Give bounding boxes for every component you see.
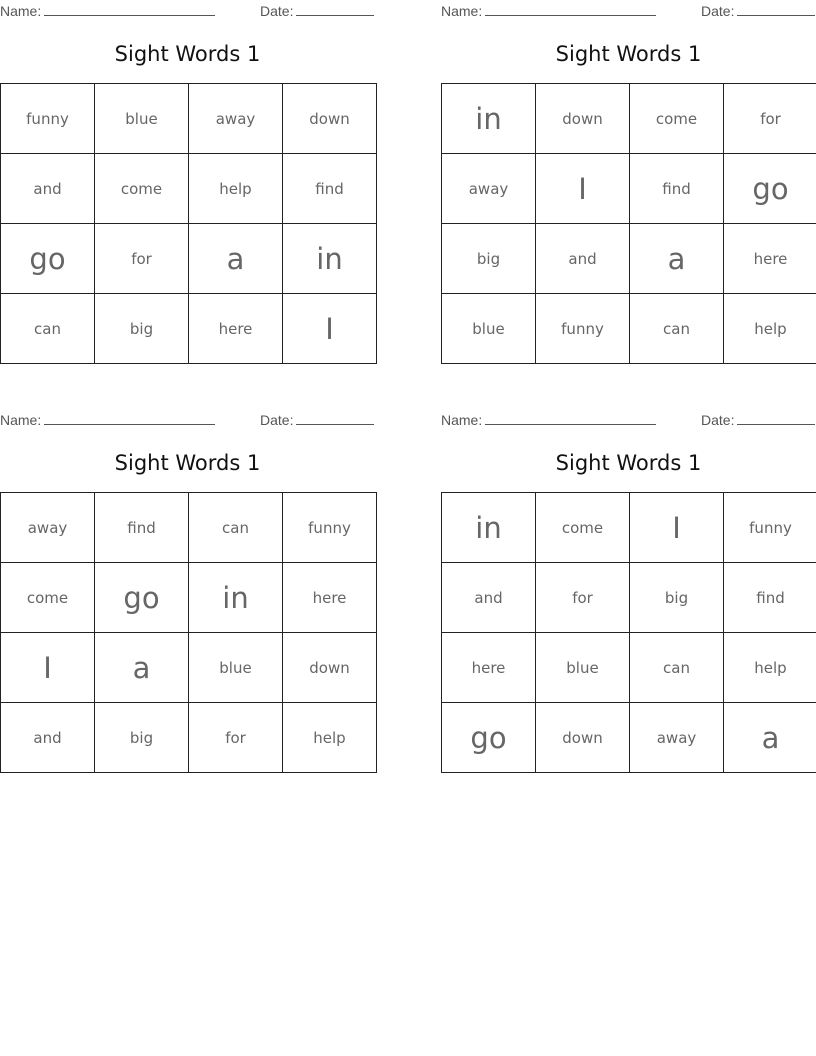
name-label: Name: [441,3,483,19]
bingo-cell[interactable]: come [630,84,724,154]
bingo-row [1,703,377,773]
bingo-row [1,493,377,563]
bingo-cell[interactable]: funny [536,294,630,364]
bingo-cell[interactable]: down [283,633,377,703]
date-label: Date: [701,412,735,428]
bingo-cell[interactable]: for [95,224,189,294]
date-label: Date: [260,3,294,19]
bingo-row [1,154,377,224]
bingo-row [442,154,816,224]
date-blank-line[interactable] [296,411,374,425]
bingo-cell[interactable]: funny [283,493,377,563]
bingo-cell[interactable]: go [95,563,189,633]
bingo-row [442,563,816,633]
bingo-cell[interactable]: I [1,633,95,703]
bingo-cell[interactable]: a [189,224,283,294]
bingo-cell[interactable]: go [1,224,95,294]
bingo-cell[interactable]: blue [442,294,536,364]
bingo-cell[interactable]: and [1,703,95,773]
name-date-header [441,411,816,429]
name-date-header [441,2,816,20]
bingo-cell[interactable]: can [189,493,283,563]
name-date-header [0,2,375,20]
bingo-cell[interactable]: blue [536,633,630,703]
bingo-cell[interactable]: and [442,563,536,633]
name-field [441,411,656,428]
bingo-cell[interactable]: here [724,224,816,294]
bingo-row [1,294,377,364]
bingo-cell[interactable]: funny [1,84,95,154]
bingo-cell[interactable]: and [536,224,630,294]
bingo-cell[interactable]: for [724,84,816,154]
bingo-cell[interactable]: here [189,294,283,364]
bingo-cell[interactable]: here [283,563,377,633]
name-label: Name: [0,3,42,19]
bingo-cell[interactable]: I [283,294,377,364]
bingo-row [1,84,377,154]
bingo-row [1,563,377,633]
bingo-cell[interactable]: I [536,154,630,224]
bingo-cell[interactable]: blue [95,84,189,154]
bingo-cell[interactable]: down [536,84,630,154]
bingo-cell[interactable]: help [283,703,377,773]
name-field [441,2,656,19]
bingo-cell[interactable]: I [630,493,724,563]
card-title: Sight Words 1 [555,451,702,475]
name-label: Name: [441,412,483,428]
bingo-card [0,409,375,789]
bingo-cell[interactable]: a [724,703,816,773]
bingo-cell[interactable]: blue [189,633,283,703]
name-blank-line[interactable] [44,411,215,425]
bingo-cell[interactable]: come [1,563,95,633]
bingo-grid [0,492,377,773]
name-field [0,411,215,428]
bingo-row [442,703,816,773]
bingo-cell[interactable]: find [630,154,724,224]
bingo-card [441,0,816,380]
card-title: Sight Words 1 [114,42,261,66]
bingo-cell[interactable]: here [442,633,536,703]
bingo-cell[interactable]: in [442,493,536,563]
date-field [260,411,374,428]
date-field [701,411,815,428]
bingo-cell[interactable]: away [189,84,283,154]
bingo-cell[interactable]: come [95,154,189,224]
bingo-cell[interactable]: can [1,294,95,364]
bingo-cell[interactable]: away [442,154,536,224]
date-label: Date: [701,3,735,19]
bingo-cell[interactable]: in [189,563,283,633]
bingo-cell[interactable]: a [630,224,724,294]
bingo-cell[interactable]: big [95,703,189,773]
bingo-cell[interactable]: big [95,294,189,364]
name-label: Name: [0,412,42,428]
bingo-cell[interactable]: away [1,493,95,563]
bingo-cell[interactable]: help [724,294,816,364]
name-blank-line[interactable] [44,2,215,16]
bingo-row [442,493,816,563]
bingo-row [1,633,377,703]
bingo-cell[interactable]: down [536,703,630,773]
bingo-cell[interactable]: big [630,563,724,633]
bingo-cell[interactable]: down [283,84,377,154]
bingo-cell[interactable]: come [536,493,630,563]
bingo-cell[interactable]: in [283,224,377,294]
bingo-cell[interactable]: in [442,84,536,154]
card-title: Sight Words 1 [555,42,702,66]
date-label: Date: [260,412,294,428]
bingo-cell[interactable]: can [630,294,724,364]
bingo-cell[interactable]: find [283,154,377,224]
date-blank-line[interactable] [296,2,374,16]
name-blank-line[interactable] [485,411,656,425]
bingo-cell[interactable]: find [724,563,816,633]
date-field [260,2,374,19]
bingo-cell[interactable]: for [536,563,630,633]
bingo-cell[interactable]: help [724,633,816,703]
bingo-cell[interactable]: help [189,154,283,224]
card-title: Sight Words 1 [114,451,261,475]
name-blank-line[interactable] [485,2,656,16]
bingo-cell[interactable]: for [189,703,283,773]
bingo-row [442,633,816,703]
bingo-cell[interactable]: can [630,633,724,703]
bingo-grid [441,492,816,773]
bingo-cell[interactable]: and [1,154,95,224]
bingo-row [1,224,377,294]
name-date-header [0,411,375,429]
date-blank-line[interactable] [737,2,815,16]
bingo-row [442,294,816,364]
date-blank-line[interactable] [737,411,815,425]
bingo-cell[interactable]: go [442,703,536,773]
bingo-cell[interactable]: find [95,493,189,563]
bingo-cell[interactable]: go [724,154,816,224]
bingo-grid [0,83,377,364]
date-field [701,2,815,19]
bingo-cell[interactable]: big [442,224,536,294]
bingo-cell[interactable]: away [630,703,724,773]
bingo-card [0,0,375,380]
bingo-cell[interactable]: a [95,633,189,703]
bingo-card [441,409,816,789]
bingo-row [442,84,816,154]
name-field [0,2,215,19]
bingo-grid [441,83,816,364]
bingo-row [442,224,816,294]
bingo-cell[interactable]: funny [724,493,816,563]
